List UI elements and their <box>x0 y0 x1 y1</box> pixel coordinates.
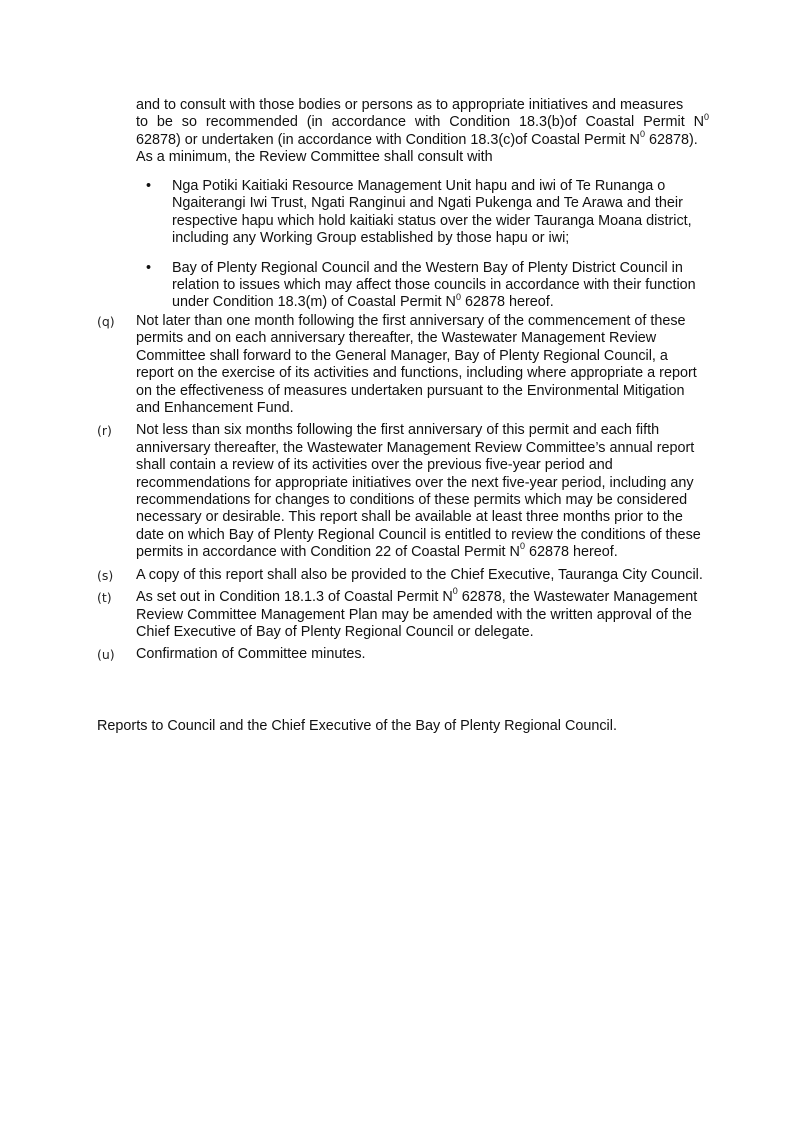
list-item <box>136 178 709 248</box>
intro-line: As a minimum, the Review Committee shall consult with <box>136 149 493 166</box>
list-item-text: 62878 hereof. <box>460 294 554 311</box>
item-label: (u) <box>97 647 115 663</box>
intro-text: to be so recommended (in accordance with Condition 18.3(b)of Coastal Permit N <box>136 114 704 131</box>
item-label: (s) <box>97 567 114 583</box>
intro-text: 62878). <box>644 131 698 148</box>
condition-item-s <box>97 567 709 584</box>
condition-item-t <box>97 586 709 641</box>
item-text: Not later than one month following the first anniversary of the commencement of these permits and on each anniversary thereafter, the Wastewater Management Review Committee shall forward to the General Manager, Bay of Plenty Regional Council, a report on the exercise of its activities and functions, including where appropriate a report on the effectiveness of measures undertaken pursuant to the Environmental Mitigation and Enhancement Fund. <box>136 313 697 417</box>
intro-line: and to consult with those bodies or persons as to appropriate initiatives and measures <box>136 97 684 113</box>
superscript: 0 <box>703 111 709 122</box>
intro-line <box>136 111 709 131</box>
item-label: (q) <box>97 314 115 329</box>
superscript: 0 <box>639 129 645 140</box>
item-text: Confirmation of Committee minutes. <box>136 646 366 663</box>
superscript: 0 <box>519 541 525 552</box>
item-label: (r) <box>97 423 112 439</box>
intro-text: 62878) or undertaken (in accordance with Condition 18.3(c)of Coastal Permit N <box>136 131 640 148</box>
item-text: As set out in Condition 18.1.3 of Coastal Permit N <box>136 589 453 606</box>
item-text: Not less than six months following the first anniversary of this permit and each fifth anniversary thereafter, the Wastewater Management Review Committee’s annual report shall contain a review of its activities over the previous five-year period and recommendations for appropriate initiatives over the next five-year period, including any recommendations for changes to conditions of these permits which may be considered necessary or desirable. This report shall be available at least three months prior to the date on which Bay of Plenty Regional Council is entitled to review the conditions of these permits in accordance with Condition 22 of Coastal Permit N <box>136 422 701 561</box>
conditions-list <box>97 313 709 669</box>
consultation-list <box>136 178 709 324</box>
item-text: 62878 hereof. <box>524 544 618 561</box>
item-text: 62878, the Wastewater Management Review Committee Management Plan may be amended with the written approval of the Chief Executive of Bay of Plenty Regional Council or delegate. <box>136 589 698 640</box>
superscript: 0 <box>455 291 461 302</box>
item-text: A copy of this report shall also be provided to the Chief Executive, Tauranga City Council. <box>136 566 703 583</box>
item-label: (t) <box>97 590 112 606</box>
list-item-text: Nga Potiki Kaitiaki Resource Management Unit hapu and iwi of Te Runanga o Ngaiterangi Iwi Trust, Ngati Ranginui and Ngati Pukenga and Te Arawa and their respective hapu which hold kaitiaki status over the wider Tauranga Moana district, including any Working Group established by those hapu or iwi; <box>172 178 692 247</box>
condition-item-r <box>97 422 709 561</box>
intro-line <box>136 129 709 149</box>
bullet-icon: • <box>146 259 152 276</box>
list-item <box>136 260 709 312</box>
condition-item-q <box>97 313 709 417</box>
list-item-text: Bay of Plenty Regional Council and the Western Bay of Plenty District Council in relation to issues which may affect those councils in accordance with their function under Condition 18.3(m) of Coastal Permit N <box>172 259 696 311</box>
closing-paragraph: Reports to Council and the Chief Executive of the Bay of Plenty Regional Council. <box>97 718 617 734</box>
superscript: 0 <box>452 586 458 597</box>
condition-item-u <box>97 646 709 663</box>
bullet-icon: • <box>146 178 152 194</box>
intro-paragraph <box>136 97 709 167</box>
